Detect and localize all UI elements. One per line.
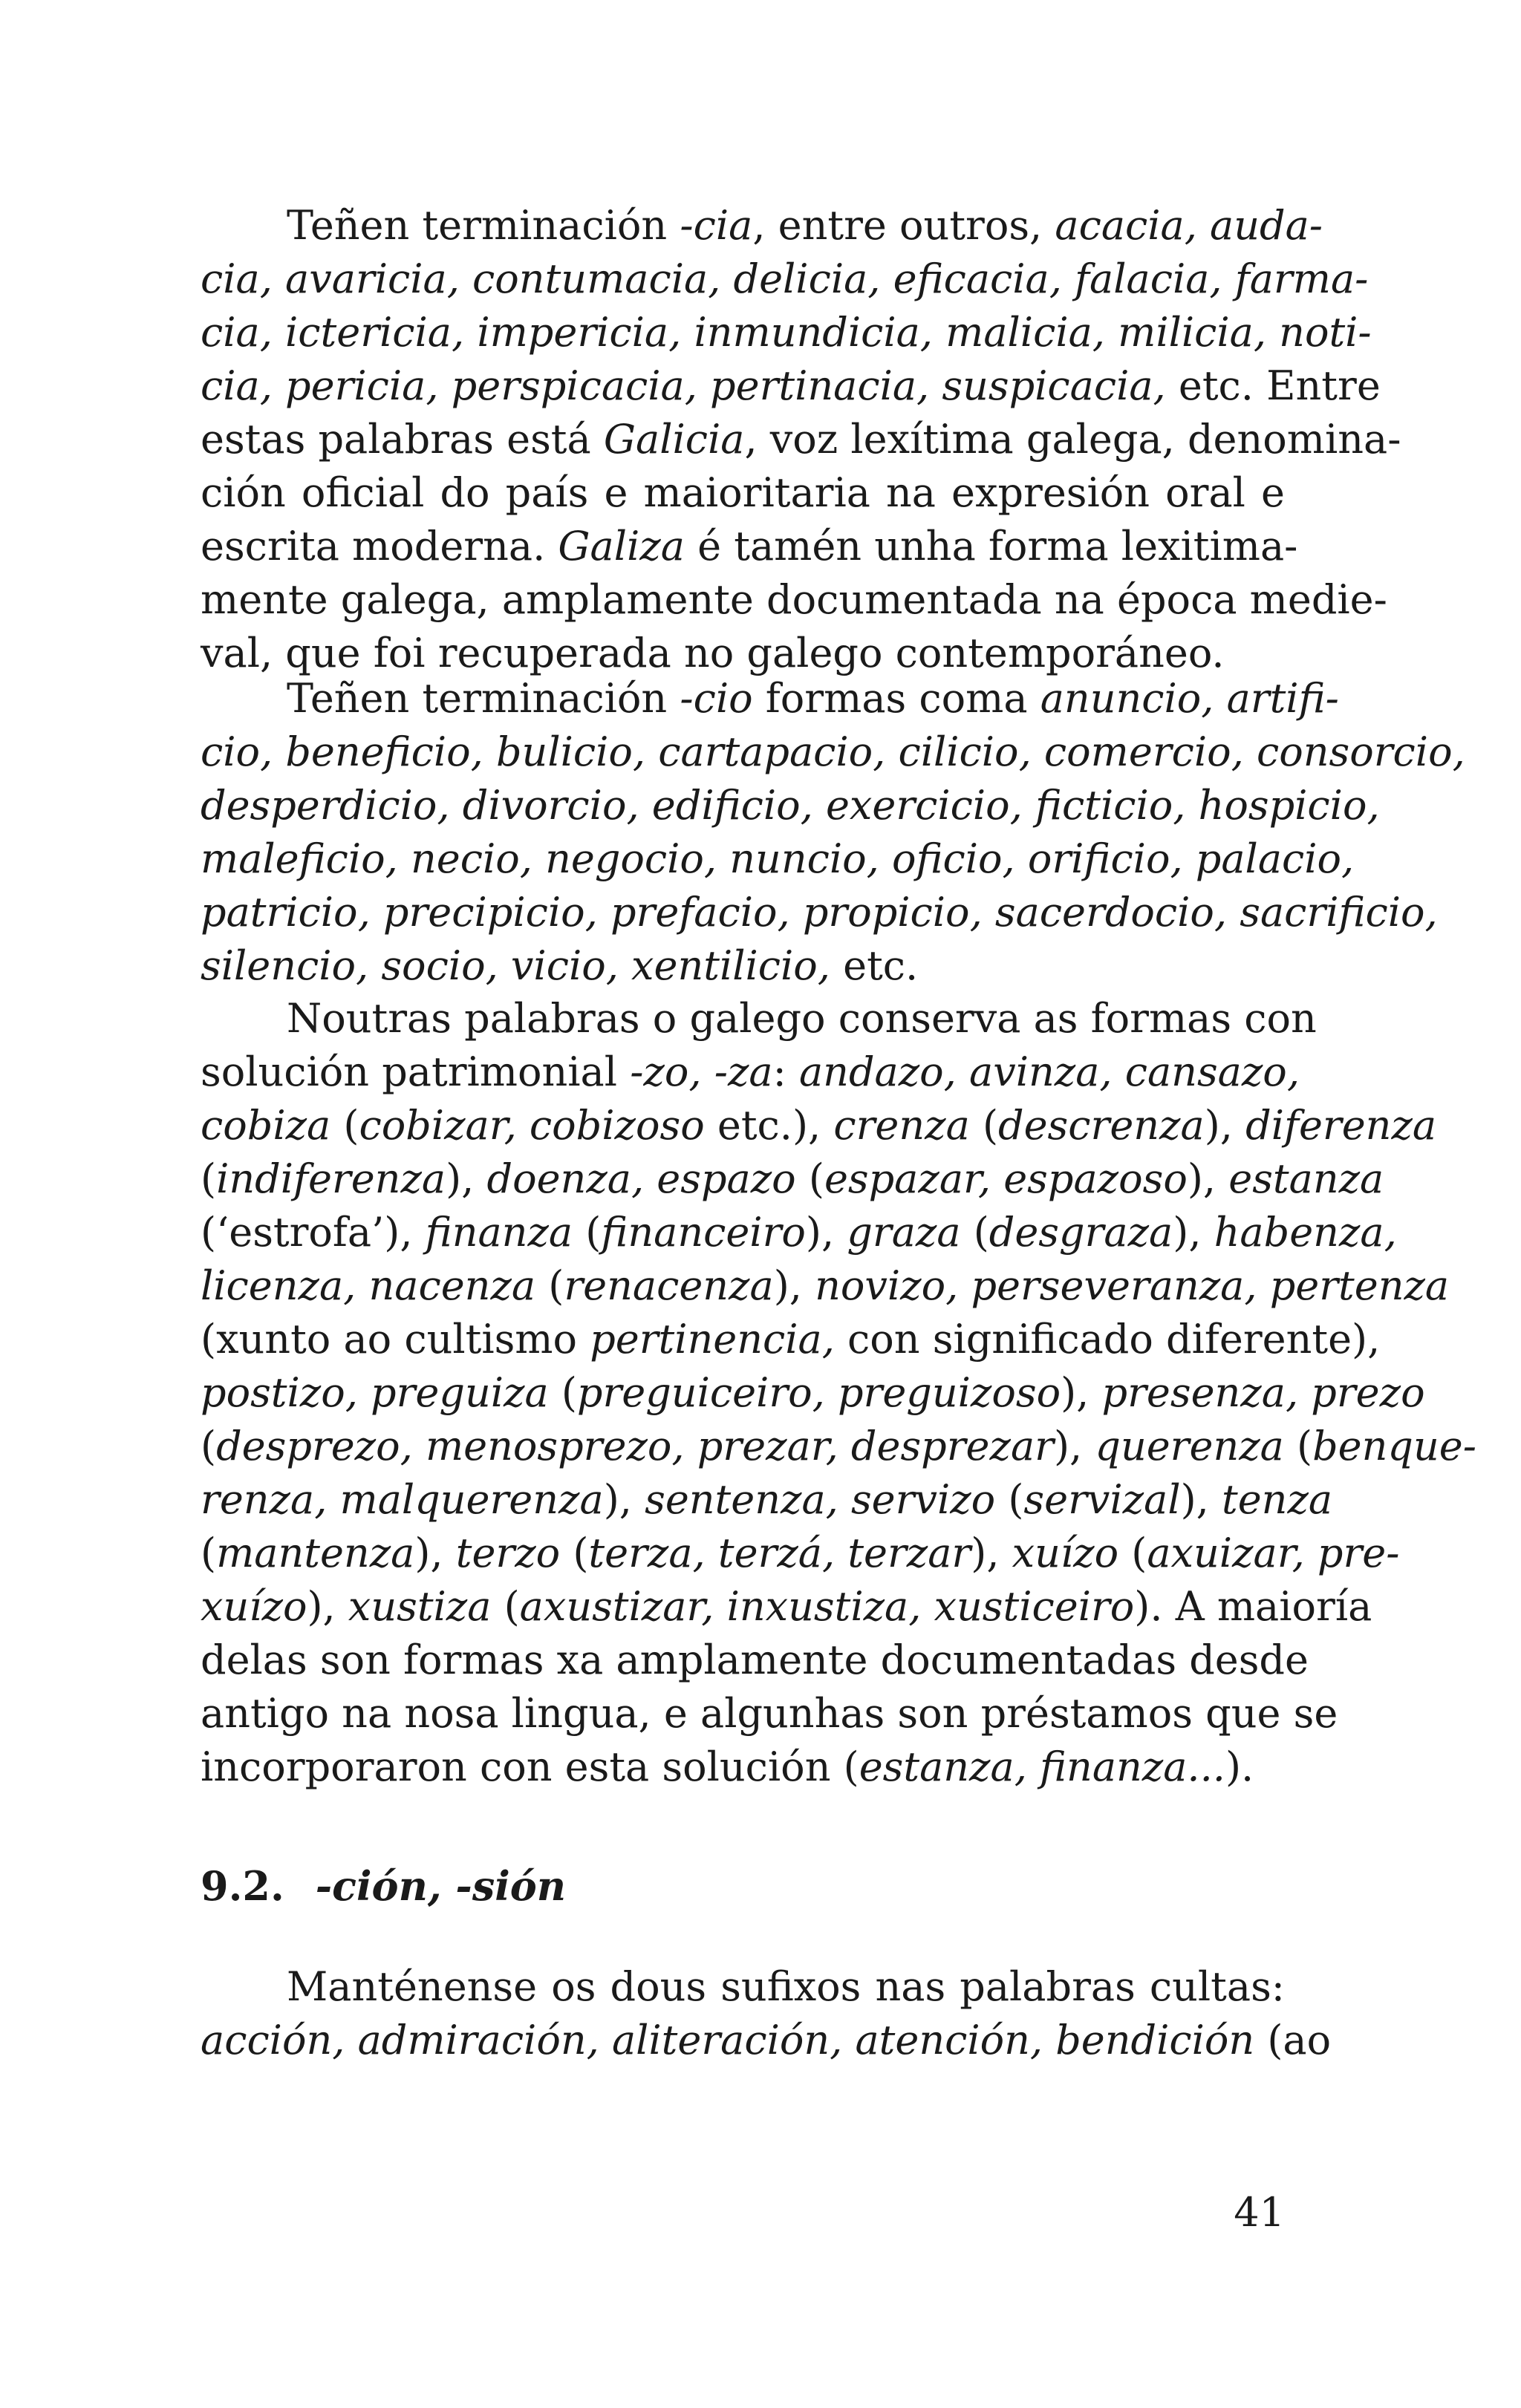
text-line: val, que foi recuperada no galego contemporáneo.: [201, 630, 1225, 676]
text-line: incorporaron con esta solución (estanza, finanza...).: [201, 1743, 1254, 1790]
text-line: licenza, nacenza (renacenza), novizo, perseveranza, pertenza: [201, 1262, 1450, 1309]
text-line: cio, beneficio, bulicio, cartapacio, cilicio, comercio, consorcio,: [201, 728, 1465, 775]
text-line: cobiza (cobizar, cobizoso etc.), crenza (descrenza), diferenza: [201, 1102, 1437, 1149]
text-line: desperdicio, divorcio, edificio, exercicio, ficticio, hospicio,: [201, 782, 1380, 829]
section-number: 9.2.: [201, 1862, 284, 1910]
text-line: renza, malquerenza), sentenza, servizo (servizal), tenza: [201, 1476, 1333, 1523]
page-number: 41: [1234, 2189, 1285, 2236]
text-line: antigo na nosa lingua, e algunhas son préstamos que se: [201, 1690, 1338, 1737]
text-line: cia, avaricia, contumacia, delicia, eficacia, falacia, farma-: [201, 255, 1369, 302]
text-line: (desprezo, menosprezo, prezar, desprezar), querenza (benque-: [201, 1423, 1476, 1469]
text-line: Teñen terminación -cia, entre outros, acacia, auda-: [287, 202, 1323, 249]
text-line: solución patrimonial -zo, -za: andazo, avinza, cansazo,: [201, 1048, 1300, 1095]
text-line: (‘estrofa’), finanza (financeiro), graza (desgraza), habenza,: [201, 1209, 1397, 1256]
text-line: (xunto ao cultismo pertinencia, con significado diferente),: [201, 1316, 1381, 1363]
text-line: xuízo), xustiza (axustizar, inxustiza, xusticeiro). A maioría: [201, 1583, 1372, 1630]
text-line: (indiferenza), doenza, espazo (espazar, espazoso), estanza: [201, 1155, 1384, 1202]
text-line: ción oficial do país e maioritaria na expresión oral e: [201, 469, 1285, 516]
text-line: (mantenza), terzo (terza, terzá, terzar), xuízo (axuizar, pre-: [201, 1530, 1400, 1576]
text-line: cia, pericia, perspicacia, pertinacia, suspicacia, etc. Entre: [201, 362, 1381, 409]
text-line: acción, admiración, aliteración, atención, bendición (ao: [201, 2017, 1332, 2063]
section-heading: [201, 1856, 1285, 1916]
text-line: Teñen terminación -cio formas coma anuncio, artifi-: [287, 675, 1339, 722]
text-line: patricio, precipicio, prefacio, propicio, sacerdocio, sacrificio,: [201, 889, 1438, 936]
text-line: cia, ictericia, impericia, inmundicia, malicia, milicia, noti-: [201, 309, 1372, 356]
text-line: estas palabras está Galicia, voz lexítima galega, denomina-: [201, 416, 1401, 463]
section-title: -ción, -sión: [315, 1862, 567, 1910]
text-line: mente galega, amplamente documentada na época medie-: [201, 576, 1387, 623]
text-line: escrita moderna. Galiza é tamén unha forma lexitima-: [201, 523, 1298, 570]
text-line: silencio, socio, vicio, xentilicio, etc.: [201, 942, 919, 989]
text-line: maleficio, necio, negocio, nuncio, oficio, orificio, palacio,: [201, 835, 1355, 882]
text-line: postizo, preguiza (preguiceiro, preguizoso), presenza, prezo: [201, 1369, 1425, 1416]
text-line: Manténense os dous sufixos nas palabras cultas:: [287, 1963, 1285, 2010]
text-line: delas son formas xa amplamente documentadas desde: [201, 1637, 1309, 1683]
text-line: Noutras palabras o galego conserva as formas con: [287, 995, 1317, 1042]
